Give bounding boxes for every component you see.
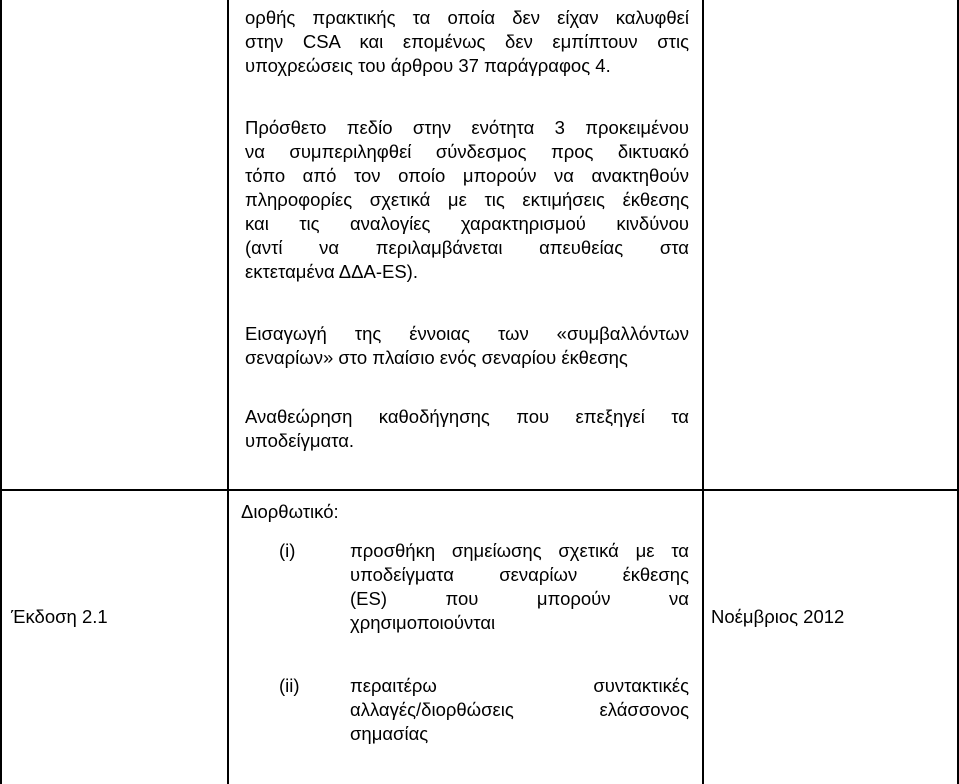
text-line: στην CSA και επομένως δεν εμπίπτουν στις bbox=[245, 31, 689, 52]
text-line: σημασίας bbox=[350, 723, 429, 744]
corrigendum-heading: Διορθωτικό: bbox=[241, 501, 339, 522]
date-label: Νοέμβριος 2012 bbox=[711, 606, 845, 627]
table-border-col2 bbox=[702, 0, 704, 784]
text-line: εκτεταμένα ΔΔΑ-ES). bbox=[245, 261, 418, 282]
text-line: τόπο από τον οποίο μπορούν να ανακτηθούν bbox=[245, 165, 689, 186]
text-line: Πρόσθετο πεδίο στην ενότητα 3 προκειμένου bbox=[245, 117, 689, 138]
table-border-col1 bbox=[227, 0, 229, 784]
change-paragraph-3 bbox=[245, 322, 689, 370]
text-line: Αναθεώρηση καθοδήγησης που επεξηγεί τα bbox=[245, 406, 689, 427]
text-line: αλλαγές/διορθώσεις ελάσσονος bbox=[350, 699, 689, 720]
text-line: ορθής πρακτικής τα οποία δεν είχαν καλυφθεί bbox=[245, 7, 689, 28]
text-line: υποδείγματα σεναρίων έκθεσης bbox=[350, 564, 689, 585]
text-line: (ES) που μπορούν να bbox=[350, 588, 689, 609]
text-line: (αντί να περιλαμβάνεται απευθείας στα bbox=[245, 237, 689, 258]
change-paragraph-4 bbox=[245, 405, 689, 453]
change-paragraph-2 bbox=[245, 116, 689, 284]
item-marker-ii: (ii) bbox=[279, 675, 300, 696]
text-line: περαιτέρω συντακτικές bbox=[350, 675, 689, 696]
text-line: πληροφορίες σχετικά με τις εκτιμήσεις έκθεσης bbox=[245, 189, 689, 210]
item-marker-i: (i) bbox=[279, 540, 296, 561]
text-line: σεναρίων» στο πλαίσιο ενός σεναρίου έκθεσης bbox=[245, 347, 628, 368]
change-paragraph-1 bbox=[245, 6, 689, 78]
item-ii-text bbox=[350, 674, 689, 746]
text-line: υποδείγματα. bbox=[245, 430, 355, 451]
text-line: χρησιμοποιούνται bbox=[350, 612, 496, 633]
text-line: και τις αναλογίες χαρακτηρισμού κινδύνου bbox=[245, 213, 689, 234]
text-line: υποχρεώσεις του άρθρου 37 παράγραφος 4. bbox=[245, 55, 611, 76]
text-line: προσθήκη σημείωσης σχετικά με τα bbox=[350, 540, 689, 561]
text-line: Εισαγωγή της έννοιας των «συμβαλλόντων bbox=[245, 323, 689, 344]
text-line: να συμπεριληφθεί σύνδεσμος προς δικτυακό bbox=[245, 141, 689, 162]
item-i-text bbox=[350, 539, 689, 635]
table-border-left bbox=[0, 0, 2, 784]
version-label: Έκδοση 2.1 bbox=[11, 606, 108, 627]
table-row-divider bbox=[0, 489, 959, 491]
